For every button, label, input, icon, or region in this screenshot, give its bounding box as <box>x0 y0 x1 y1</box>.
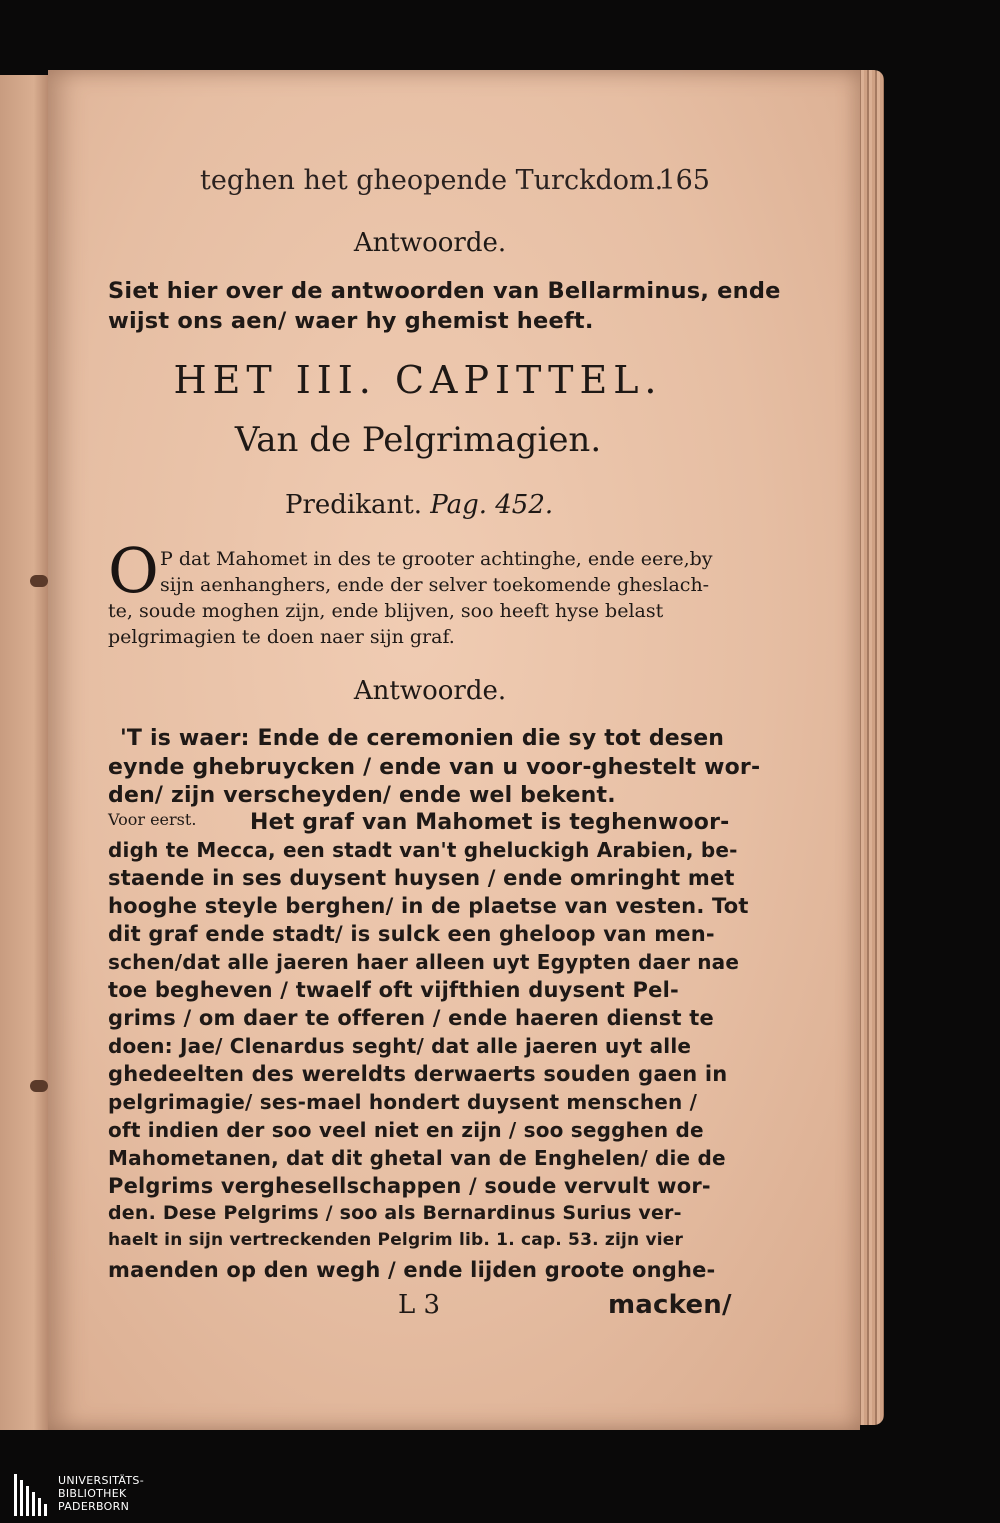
text-line: Siet hier over de antwoorden van Bellarminus, ende <box>108 278 781 304</box>
section-heading: Antwoorde. <box>353 676 507 706</box>
catchword: macken/ <box>608 1290 732 1320</box>
text-line: den/ zijn verscheyden/ ende wel bekent. <box>108 783 616 808</box>
text-line: Het graf van Mahomet is teghenwoor- <box>250 810 730 835</box>
text-line: 'T is waer: Ende de ceremonien die sy tot desen <box>120 726 725 751</box>
binding-hole <box>30 1080 48 1092</box>
logo-text-line: UNIVERSITÄTS- <box>58 1474 144 1487</box>
text-line: schen/dat alle jaeren haer alleen uyt Egypten daer nae <box>108 950 740 974</box>
text-line: maenden op den wegh / ende lijden groote onghe- <box>108 1258 716 1282</box>
text-line: hooghe steyle berghen/ in de plaetse van vesten. Tot <box>108 894 749 918</box>
text-line: wijst ons aen/ waer hy ghemist heeft. <box>108 308 594 334</box>
library-logo-icon <box>14 1474 50 1516</box>
chapter-subtitle: Van de Pelgrimagien. <box>234 420 602 460</box>
text-line: ghedeelten des wereldts derwaerts souden gaen in <box>108 1062 728 1086</box>
library-logo <box>14 1474 234 1516</box>
text-line: dit graf ende stadt/ is sulck een gheloop van men- <box>108 922 715 946</box>
text-line: haelt in sijn vertreckenden Pelgrim lib. 1. cap. 53. zijn vier <box>108 1230 684 1250</box>
text-line: eynde ghebruycken / ende van u voor-ghestelt wor- <box>108 755 761 780</box>
text-line: sijn aenhanghers, ende der selver toekomende gheslach- <box>160 574 710 596</box>
margin-note: Voor eerst. <box>108 810 197 829</box>
text-line: pelgrimagie/ ses-mael hondert duysent menschen / <box>108 1090 698 1114</box>
text-line: Mahometanen, dat dit ghetal van de Enghelen/ die de <box>108 1146 726 1170</box>
text-line: te, soude moghen zijn, ende blijven, soo heeft hyse belast <box>108 600 664 622</box>
chapter-title: HET III. CAPITTEL. <box>173 358 663 402</box>
section-heading: Antwoorde. <box>353 228 507 258</box>
text-line: digh te Mecca, een stadt van't gheluckigh Arabien, be- <box>108 838 738 862</box>
text-line: P dat Mahomet in des te grooter achtinghe, ende eere,by <box>160 548 713 570</box>
logo-text-line: PADERBORN <box>58 1500 130 1513</box>
binding-hole <box>30 575 48 587</box>
text-line: oft indien der soo veel niet en zijn / soo segghen de <box>108 1118 704 1142</box>
drop-cap: O <box>108 534 159 607</box>
text-line: doen: Jae/ Clenardus seght/ dat alle jaeren uyt alle <box>108 1034 692 1058</box>
page-reference: Pag. 452. <box>430 490 554 520</box>
speaker-label <box>285 490 553 520</box>
page-number: 165 <box>658 165 710 196</box>
running-title: teghen het gheopende Turckdom. <box>200 165 664 196</box>
text-line: grims / om daer te offeren / ende haeren dienst te <box>108 1006 714 1030</box>
signature-mark: L 3 <box>398 1290 441 1320</box>
left-page-edge <box>0 75 48 1430</box>
text-line: pelgrimagien te doen naer sijn graf. <box>108 626 455 648</box>
speaker-name: Predikant. <box>285 490 422 520</box>
logo-text-line: BIBLIOTHEK <box>58 1487 127 1500</box>
text-line: toe begheven / twaelf oft vijfthien duysent Pel- <box>108 978 679 1002</box>
text-line: staende in ses duysent huysen / ende omringht met <box>108 866 735 890</box>
text-line: Pelgrims verghesellschappen / soude vervult wor- <box>108 1174 711 1198</box>
text-line: den. Dese Pelgrims / soo als Bernardinus Surius ver- <box>108 1202 682 1224</box>
